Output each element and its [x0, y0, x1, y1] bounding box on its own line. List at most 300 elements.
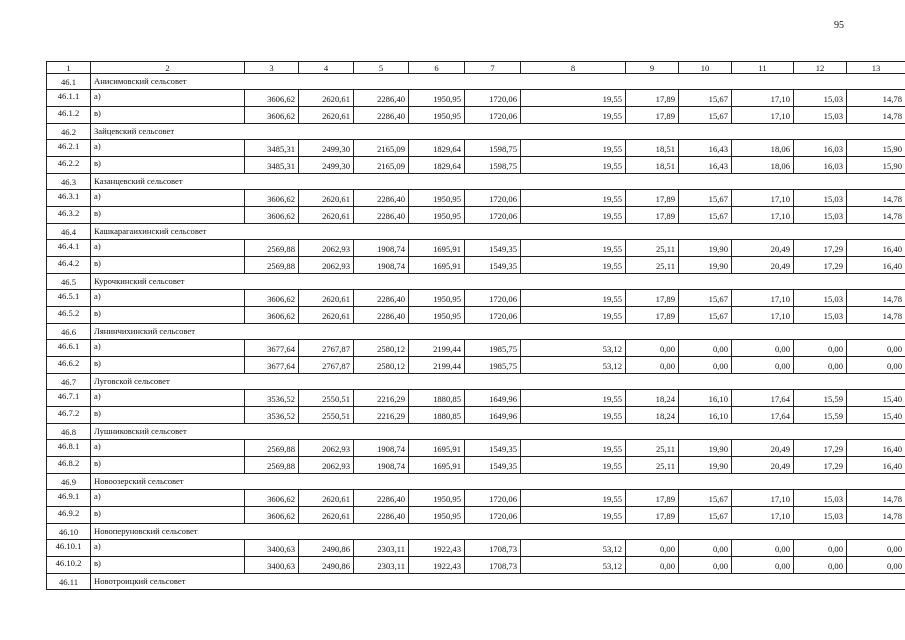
value-cell: 15,90 — [847, 157, 905, 174]
row-code: 46.9 — [47, 474, 91, 490]
row-code: 46.2.1 — [47, 140, 91, 157]
value-cell: 19,55 — [521, 90, 626, 107]
row-code: 46.11 — [47, 574, 91, 590]
column-number-header: 13 — [847, 62, 905, 74]
row-code: 46.3.1 — [47, 190, 91, 207]
row-code: 46.6.1 — [47, 340, 91, 357]
value-cell: 20,49 — [732, 240, 794, 257]
row-code: 46.8.2 — [47, 457, 91, 474]
table-row — [47, 107, 905, 124]
column-number-header: 12 — [794, 62, 847, 74]
value-cell: 19,90 — [679, 240, 732, 257]
value-cell: 19,55 — [521, 257, 626, 274]
row-label: в) — [91, 157, 245, 174]
value-cell: 17,10 — [732, 90, 794, 107]
value-cell: 1829,64 — [409, 157, 465, 174]
row-code: 46.10.2 — [47, 557, 91, 574]
value-cell: 0,00 — [794, 540, 847, 557]
value-cell: 1708,73 — [465, 540, 521, 557]
value-cell: 15,67 — [679, 90, 732, 107]
row-label: а) — [91, 190, 245, 207]
row-label: в) — [91, 357, 245, 374]
value-cell: 20,49 — [732, 457, 794, 474]
value-cell: 2569,88 — [245, 240, 299, 257]
row-code: 46.1.1 — [47, 90, 91, 107]
row-code: 46.2 — [47, 124, 91, 140]
value-cell: 3536,52 — [245, 390, 299, 407]
value-cell: 2569,88 — [245, 457, 299, 474]
value-cell: 2767,87 — [299, 357, 354, 374]
value-cell: 2286,40 — [354, 290, 409, 307]
table-row — [47, 507, 905, 524]
value-cell: 3485,31 — [245, 140, 299, 157]
value-cell: 3606,62 — [245, 90, 299, 107]
value-cell: 0,00 — [626, 540, 679, 557]
value-cell: 0,00 — [847, 340, 905, 357]
value-cell: 3606,62 — [245, 290, 299, 307]
value-cell: 18,51 — [626, 157, 679, 174]
value-cell: 15,59 — [794, 407, 847, 424]
row-label: а) — [91, 490, 245, 507]
value-cell: 17,89 — [626, 190, 679, 207]
value-cell: 2303,11 — [354, 557, 409, 574]
settlement-group-row — [47, 274, 905, 290]
value-cell: 1950,95 — [409, 107, 465, 124]
value-cell: 0,00 — [679, 357, 732, 374]
value-cell: 1720,06 — [465, 190, 521, 207]
value-cell: 15,67 — [679, 490, 732, 507]
value-cell: 1922,43 — [409, 557, 465, 574]
value-cell: 53,12 — [521, 540, 626, 557]
value-cell: 1549,35 — [465, 257, 521, 274]
row-label: а) — [91, 240, 245, 257]
value-cell: 2216,29 — [354, 390, 409, 407]
value-cell: 1950,95 — [409, 490, 465, 507]
value-cell: 1720,06 — [465, 207, 521, 224]
value-cell: 19,90 — [679, 440, 732, 457]
value-cell: 0,00 — [732, 557, 794, 574]
row-code: 46.2.2 — [47, 157, 91, 174]
value-cell: 1549,35 — [465, 240, 521, 257]
value-cell: 15,67 — [679, 207, 732, 224]
table-row — [47, 457, 905, 474]
column-number-header: 11 — [732, 62, 794, 74]
settlement-name: Лянинчихинский сельсовет — [91, 324, 905, 340]
table-row — [47, 557, 905, 574]
value-cell: 3677,64 — [245, 340, 299, 357]
value-cell: 3400,63 — [245, 557, 299, 574]
value-cell: 19,55 — [521, 107, 626, 124]
row-label: а) — [91, 90, 245, 107]
row-code: 46.4.1 — [47, 240, 91, 257]
row-label: в) — [91, 307, 245, 324]
table-header-row — [47, 62, 905, 74]
value-cell: 19,55 — [521, 290, 626, 307]
tariff-table — [46, 61, 905, 590]
settlement-group-row — [47, 424, 905, 440]
value-cell: 2499,30 — [299, 157, 354, 174]
settlement-group-row — [47, 474, 905, 490]
value-cell: 2490,86 — [299, 540, 354, 557]
value-cell: 15,67 — [679, 290, 732, 307]
value-cell: 1922,43 — [409, 540, 465, 557]
value-cell: 3606,62 — [245, 107, 299, 124]
settlement-group-row — [47, 574, 905, 590]
value-cell: 15,03 — [794, 190, 847, 207]
table-row — [47, 390, 905, 407]
value-cell: 1880,85 — [409, 407, 465, 424]
value-cell: 19,90 — [679, 257, 732, 274]
value-cell: 17,10 — [732, 290, 794, 307]
value-cell: 15,03 — [794, 207, 847, 224]
value-cell: 16,40 — [847, 240, 905, 257]
value-cell: 14,78 — [847, 507, 905, 524]
column-number-header: 6 — [409, 62, 465, 74]
row-code: 46.8.1 — [47, 440, 91, 457]
value-cell: 1985,75 — [465, 357, 521, 374]
value-cell: 2580,12 — [354, 357, 409, 374]
row-code: 46.3 — [47, 174, 91, 190]
value-cell: 1695,91 — [409, 257, 465, 274]
settlement-name: Зайцевский сельсовет — [91, 124, 905, 140]
settlement-group-row — [47, 374, 905, 390]
value-cell: 2286,40 — [354, 507, 409, 524]
value-cell: 0,00 — [679, 540, 732, 557]
table-row — [47, 340, 905, 357]
value-cell: 19,55 — [521, 507, 626, 524]
value-cell: 1908,74 — [354, 457, 409, 474]
settlement-group-row — [47, 174, 905, 190]
value-cell: 2620,61 — [299, 107, 354, 124]
value-cell: 1985,75 — [465, 340, 521, 357]
value-cell: 14,78 — [847, 190, 905, 207]
value-cell: 14,78 — [847, 490, 905, 507]
value-cell: 2062,93 — [299, 457, 354, 474]
column-number-header: 3 — [245, 62, 299, 74]
value-cell: 14,78 — [847, 290, 905, 307]
value-cell: 2216,29 — [354, 407, 409, 424]
value-cell: 1908,74 — [354, 440, 409, 457]
value-cell: 2199,44 — [409, 340, 465, 357]
value-cell: 19,55 — [521, 440, 626, 457]
value-cell: 15,90 — [847, 140, 905, 157]
value-cell: 2550,51 — [299, 407, 354, 424]
value-cell: 15,59 — [794, 390, 847, 407]
row-label: в) — [91, 507, 245, 524]
value-cell: 2767,87 — [299, 340, 354, 357]
value-cell: 18,24 — [626, 390, 679, 407]
value-cell: 1880,85 — [409, 390, 465, 407]
value-cell: 16,40 — [847, 457, 905, 474]
value-cell: 1720,06 — [465, 307, 521, 324]
row-code: 46.7.1 — [47, 390, 91, 407]
column-number-header: 2 — [91, 62, 245, 74]
value-cell: 14,78 — [847, 90, 905, 107]
value-cell: 15,03 — [794, 507, 847, 524]
settlement-name: Новотроицкий сельсовет — [91, 574, 905, 590]
value-cell: 2062,93 — [299, 440, 354, 457]
value-cell: 14,78 — [847, 307, 905, 324]
value-cell: 2580,12 — [354, 340, 409, 357]
value-cell: 1720,06 — [465, 507, 521, 524]
value-cell: 0,00 — [732, 540, 794, 557]
value-cell: 0,00 — [626, 340, 679, 357]
table-row — [47, 190, 905, 207]
settlement-name: Луговской сельсовет — [91, 374, 905, 390]
value-cell: 17,29 — [794, 257, 847, 274]
row-code: 46.5.2 — [47, 307, 91, 324]
row-code: 46.4.2 — [47, 257, 91, 274]
value-cell: 2499,30 — [299, 140, 354, 157]
page-number: 95 — [834, 20, 844, 31]
value-cell: 17,89 — [626, 490, 679, 507]
value-cell: 19,55 — [521, 390, 626, 407]
table-row — [47, 440, 905, 457]
value-cell: 1950,95 — [409, 307, 465, 324]
value-cell: 19,55 — [521, 457, 626, 474]
value-cell: 1598,75 — [465, 157, 521, 174]
value-cell: 3536,52 — [245, 407, 299, 424]
value-cell: 1908,74 — [354, 257, 409, 274]
value-cell: 19,55 — [521, 190, 626, 207]
column-number-header: 9 — [626, 62, 679, 74]
settlement-group-row — [47, 74, 905, 90]
value-cell: 25,11 — [626, 440, 679, 457]
value-cell: 16,43 — [679, 157, 732, 174]
value-cell: 18,06 — [732, 157, 794, 174]
value-cell: 1549,35 — [465, 457, 521, 474]
row-code: 46.6 — [47, 324, 91, 340]
value-cell: 0,00 — [679, 340, 732, 357]
value-cell: 1829,64 — [409, 140, 465, 157]
value-cell: 1649,96 — [465, 407, 521, 424]
row-label: в) — [91, 407, 245, 424]
value-cell: 2620,61 — [299, 290, 354, 307]
row-label: в) — [91, 557, 245, 574]
value-cell: 2620,61 — [299, 490, 354, 507]
value-cell: 25,11 — [626, 457, 679, 474]
row-code: 46.9.2 — [47, 507, 91, 524]
row-label: в) — [91, 207, 245, 224]
value-cell: 53,12 — [521, 340, 626, 357]
value-cell: 19,55 — [521, 307, 626, 324]
value-cell: 15,40 — [847, 390, 905, 407]
value-cell: 0,00 — [847, 540, 905, 557]
value-cell: 16,03 — [794, 157, 847, 174]
value-cell: 16,03 — [794, 140, 847, 157]
row-label: а) — [91, 390, 245, 407]
settlement-name: Кашкарагаихинский сельсовет — [91, 224, 905, 240]
settlement-group-row — [47, 124, 905, 140]
value-cell: 17,89 — [626, 107, 679, 124]
value-cell: 0,00 — [626, 357, 679, 374]
value-cell: 15,03 — [794, 307, 847, 324]
value-cell: 2165,09 — [354, 140, 409, 157]
value-cell: 17,89 — [626, 90, 679, 107]
value-cell: 17,89 — [626, 207, 679, 224]
settlement-name: Анисимовский сельсовет — [91, 74, 905, 90]
value-cell: 2286,40 — [354, 90, 409, 107]
value-cell: 17,10 — [732, 107, 794, 124]
value-cell: 16,40 — [847, 257, 905, 274]
value-cell: 1695,91 — [409, 440, 465, 457]
value-cell: 2062,93 — [299, 240, 354, 257]
column-number-header: 7 — [465, 62, 521, 74]
value-cell: 1598,75 — [465, 140, 521, 157]
row-code: 46.6.2 — [47, 357, 91, 374]
value-cell: 3606,62 — [245, 490, 299, 507]
value-cell: 25,11 — [626, 240, 679, 257]
value-cell: 15,67 — [679, 507, 732, 524]
value-cell: 17,89 — [626, 290, 679, 307]
value-cell: 19,55 — [521, 240, 626, 257]
value-cell: 1695,91 — [409, 457, 465, 474]
value-cell: 3606,62 — [245, 190, 299, 207]
row-code: 46.4 — [47, 224, 91, 240]
row-label: а) — [91, 440, 245, 457]
value-cell: 17,29 — [794, 440, 847, 457]
row-label: в) — [91, 457, 245, 474]
value-cell: 0,00 — [626, 557, 679, 574]
row-label: а) — [91, 290, 245, 307]
value-cell: 16,10 — [679, 390, 732, 407]
value-cell: 14,78 — [847, 207, 905, 224]
value-cell: 2569,88 — [245, 257, 299, 274]
value-cell: 17,29 — [794, 240, 847, 257]
value-cell: 3677,64 — [245, 357, 299, 374]
table-row — [47, 307, 905, 324]
column-number-header: 10 — [679, 62, 732, 74]
settlement-name: Новоозерский сельсовет — [91, 474, 905, 490]
table-row — [47, 240, 905, 257]
value-cell: 2286,40 — [354, 490, 409, 507]
value-cell: 15,67 — [679, 307, 732, 324]
value-cell: 0,00 — [794, 557, 847, 574]
value-cell: 1950,95 — [409, 290, 465, 307]
value-cell: 2490,86 — [299, 557, 354, 574]
value-cell: 15,40 — [847, 407, 905, 424]
value-cell: 1549,35 — [465, 440, 521, 457]
value-cell: 1649,96 — [465, 390, 521, 407]
value-cell: 16,43 — [679, 140, 732, 157]
row-label: а) — [91, 540, 245, 557]
value-cell: 1950,95 — [409, 190, 465, 207]
value-cell: 15,03 — [794, 107, 847, 124]
value-cell: 2620,61 — [299, 190, 354, 207]
value-cell: 19,90 — [679, 457, 732, 474]
value-cell: 14,78 — [847, 107, 905, 124]
table-row — [47, 290, 905, 307]
settlement-name: Новоперуновский сельсовет — [91, 524, 905, 540]
value-cell: 17,10 — [732, 190, 794, 207]
value-cell: 53,12 — [521, 557, 626, 574]
value-cell: 25,11 — [626, 257, 679, 274]
value-cell: 0,00 — [732, 340, 794, 357]
value-cell: 2569,88 — [245, 440, 299, 457]
value-cell: 53,12 — [521, 357, 626, 374]
value-cell: 17,89 — [626, 507, 679, 524]
settlement-name: Курочкинский сельсовет — [91, 274, 905, 290]
row-label: в) — [91, 107, 245, 124]
value-cell: 1950,95 — [409, 207, 465, 224]
value-cell: 2303,11 — [354, 540, 409, 557]
value-cell: 17,10 — [732, 207, 794, 224]
table-row — [47, 490, 905, 507]
value-cell: 17,29 — [794, 457, 847, 474]
value-cell: 1950,95 — [409, 90, 465, 107]
value-cell: 15,03 — [794, 490, 847, 507]
value-cell: 1950,95 — [409, 507, 465, 524]
row-label: а) — [91, 140, 245, 157]
value-cell: 1708,73 — [465, 557, 521, 574]
row-code: 46.5.1 — [47, 290, 91, 307]
value-cell: 2199,44 — [409, 357, 465, 374]
value-cell: 19,55 — [521, 490, 626, 507]
row-code: 46.5 — [47, 274, 91, 290]
value-cell: 16,10 — [679, 407, 732, 424]
value-cell: 17,64 — [732, 390, 794, 407]
row-code: 46.1 — [47, 74, 91, 90]
value-cell: 2062,93 — [299, 257, 354, 274]
value-cell: 1720,06 — [465, 290, 521, 307]
value-cell: 0,00 — [794, 340, 847, 357]
table-row — [47, 90, 905, 107]
column-number-header: 8 — [521, 62, 626, 74]
value-cell: 17,10 — [732, 490, 794, 507]
value-cell: 2165,09 — [354, 157, 409, 174]
table-row — [47, 157, 905, 174]
row-code: 46.7 — [47, 374, 91, 390]
value-cell: 3606,62 — [245, 507, 299, 524]
value-cell: 17,10 — [732, 307, 794, 324]
value-cell: 2286,40 — [354, 107, 409, 124]
value-cell: 1720,06 — [465, 90, 521, 107]
row-code: 46.9.1 — [47, 490, 91, 507]
row-code: 46.10.1 — [47, 540, 91, 557]
settlement-name: Казанцевский сельсовет — [91, 174, 905, 190]
value-cell: 19,55 — [521, 140, 626, 157]
value-cell: 17,64 — [732, 407, 794, 424]
column-number-header: 1 — [47, 62, 91, 74]
value-cell: 2620,61 — [299, 507, 354, 524]
value-cell: 18,51 — [626, 140, 679, 157]
table-row — [47, 140, 905, 157]
value-cell: 17,10 — [732, 507, 794, 524]
table-row — [47, 357, 905, 374]
value-cell: 0,00 — [794, 357, 847, 374]
value-cell: 3606,62 — [245, 207, 299, 224]
value-cell: 0,00 — [679, 557, 732, 574]
row-label: в) — [91, 257, 245, 274]
row-code: 46.10 — [47, 524, 91, 540]
value-cell: 2620,61 — [299, 207, 354, 224]
value-cell: 0,00 — [732, 357, 794, 374]
value-cell: 2620,61 — [299, 90, 354, 107]
table-row — [47, 257, 905, 274]
value-cell: 1720,06 — [465, 490, 521, 507]
row-code: 46.8 — [47, 424, 91, 440]
value-cell: 2286,40 — [354, 307, 409, 324]
settlement-name: Лушниковский сельсовет — [91, 424, 905, 440]
value-cell: 1720,06 — [465, 107, 521, 124]
value-cell: 19,55 — [521, 407, 626, 424]
value-cell: 2620,61 — [299, 307, 354, 324]
column-number-header: 5 — [354, 62, 409, 74]
value-cell: 2286,40 — [354, 190, 409, 207]
settlement-group-row — [47, 224, 905, 240]
value-cell: 3485,31 — [245, 157, 299, 174]
row-code: 46.1.2 — [47, 107, 91, 124]
